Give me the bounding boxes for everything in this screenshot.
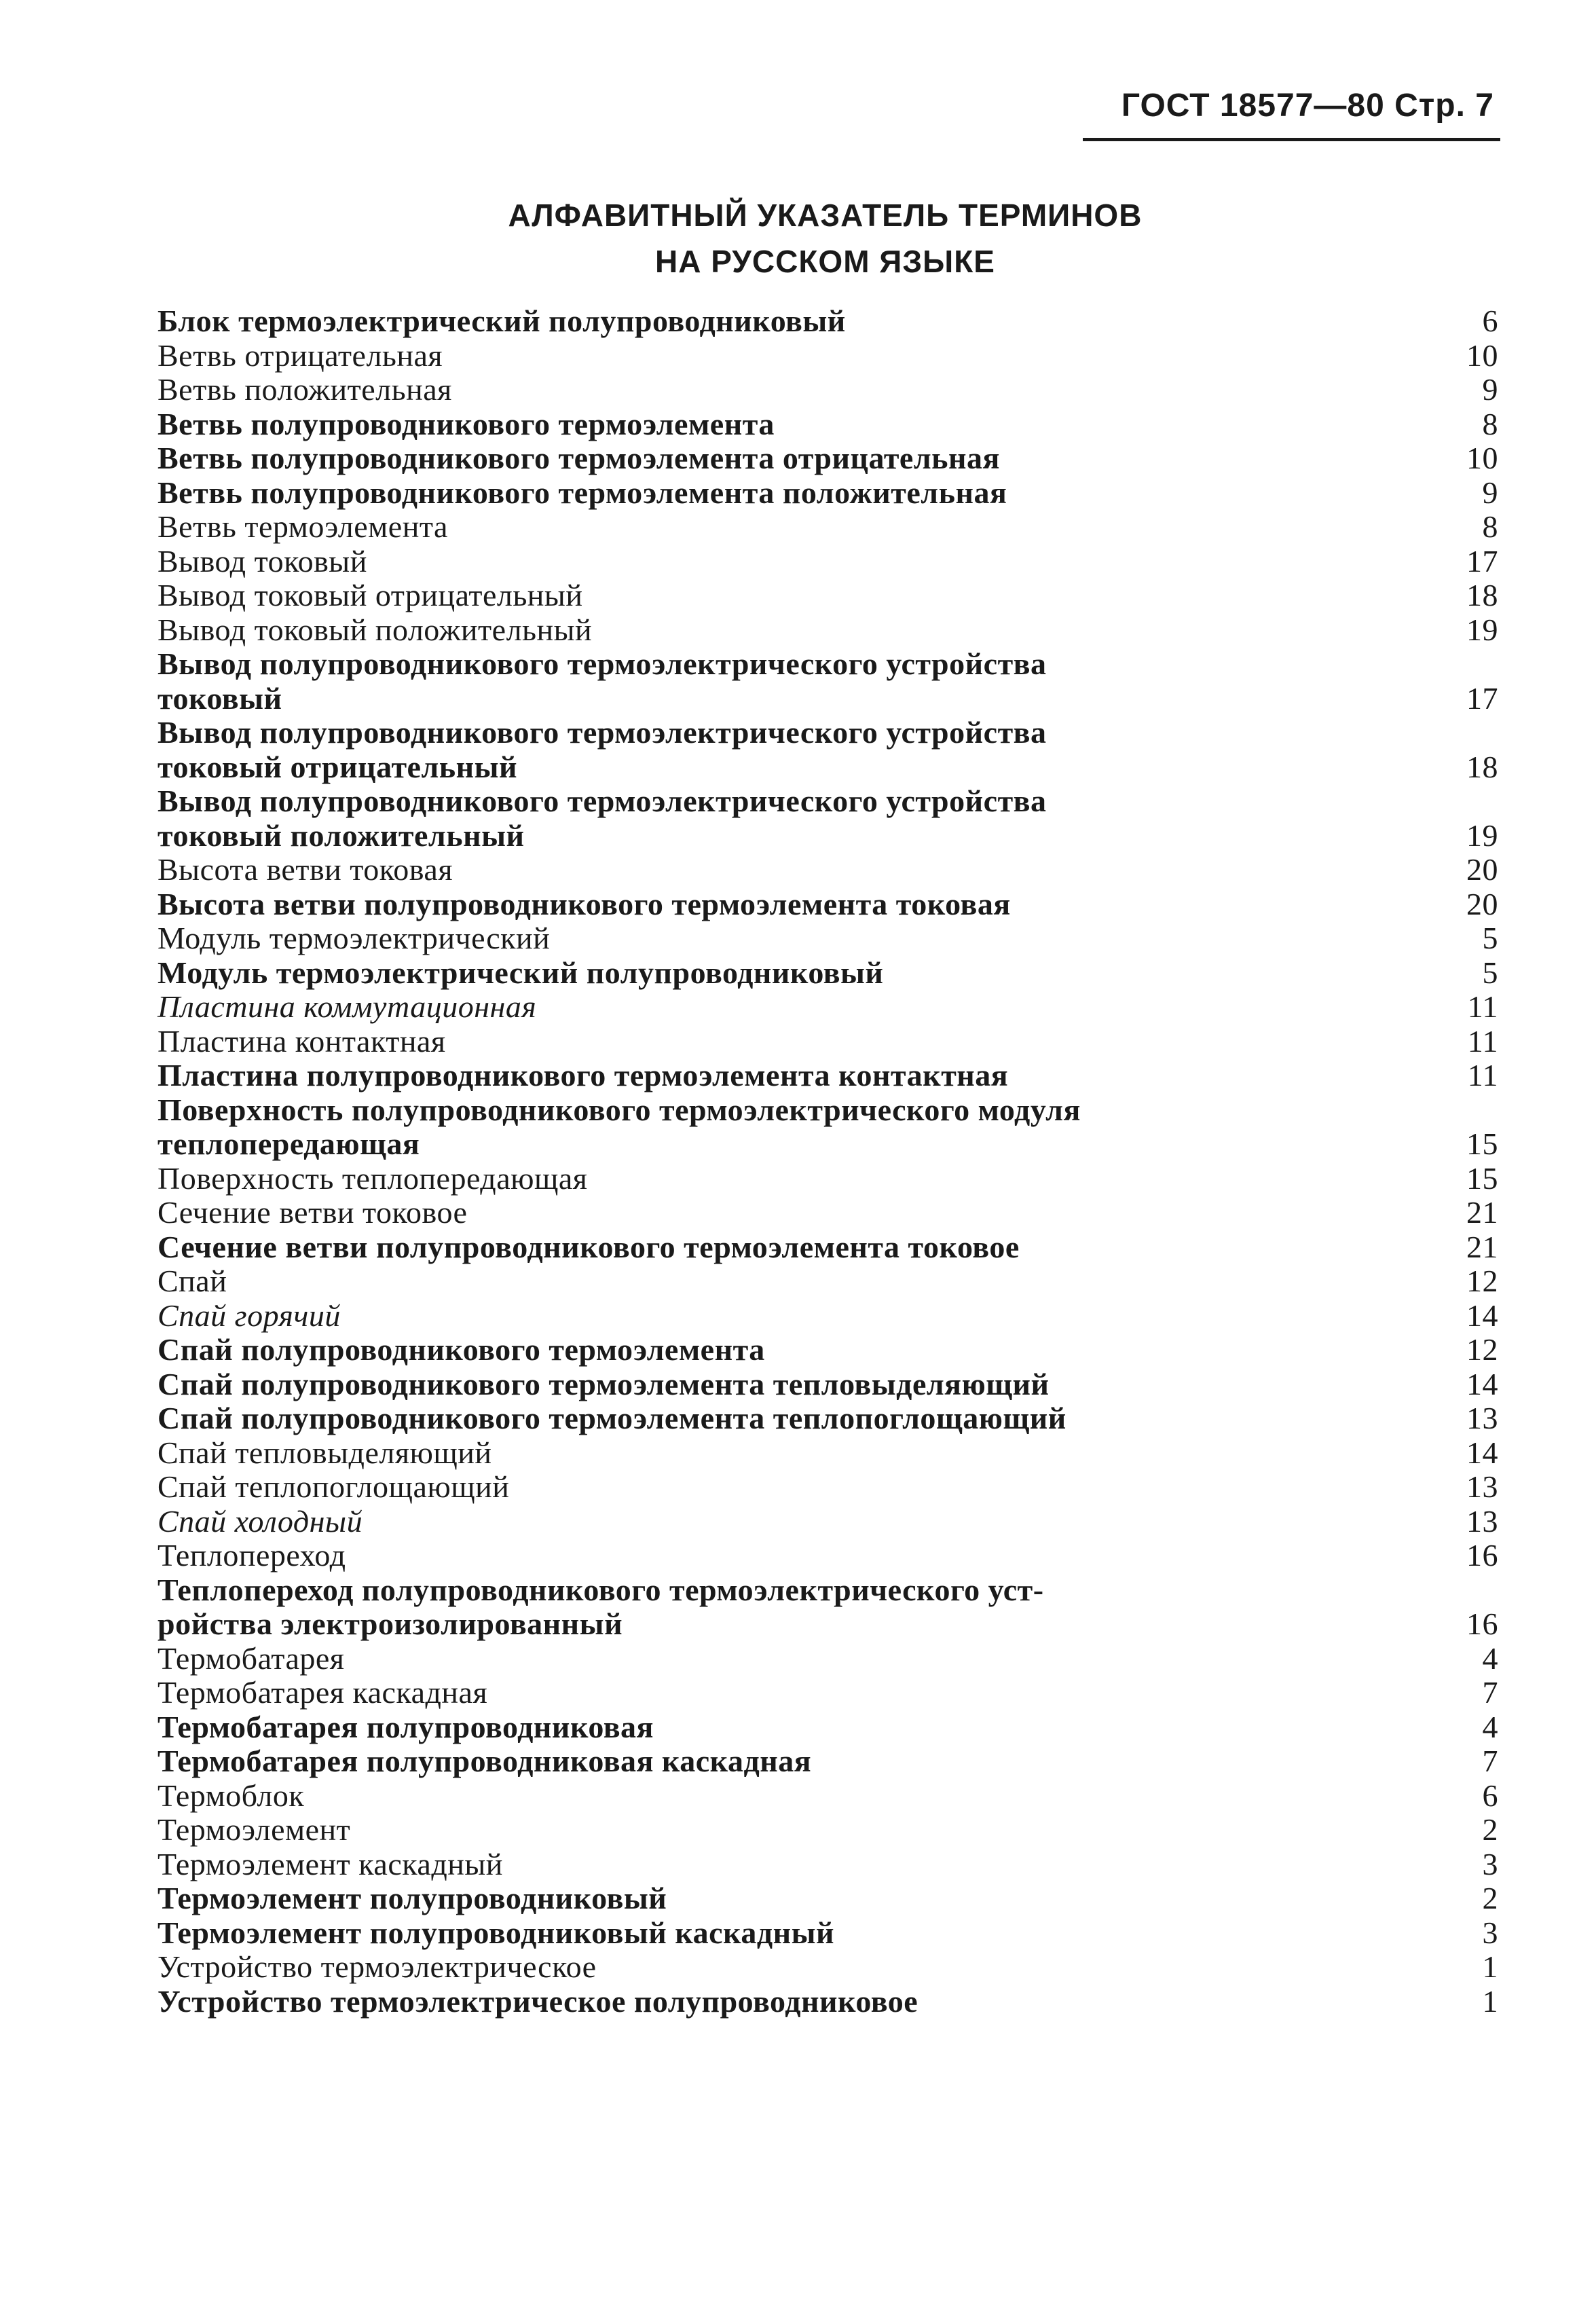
index-term: Спай полупроводникового термоэлемента теплопоглощающий <box>157 1401 1066 1435</box>
index-term-number: 5 <box>1482 921 1498 955</box>
index-entry <box>157 887 1498 922</box>
index-term-number: 12 <box>1466 1332 1498 1367</box>
index-term: Ветвь отрицательная <box>157 337 443 373</box>
index-term: Высота ветви токовая <box>157 852 453 887</box>
index-title-line-1: АЛФАВИТНЫЙ УКАЗАТЕЛЬ ТЕРМИНОВ <box>508 198 1143 233</box>
index-term: Устройство термоэлектрическое <box>157 1949 597 1984</box>
index-term-number: 11 <box>1467 1023 1498 1059</box>
index-entry <box>157 407 1498 442</box>
index-entry <box>157 647 1498 716</box>
index-term: Ветвь термоэлемента <box>157 509 448 544</box>
index-entry <box>157 339 1498 373</box>
index-term-number: 5 <box>1482 955 1498 990</box>
index-term: токовый <box>157 680 282 716</box>
index-entry <box>157 1333 1498 1367</box>
index-entry <box>157 578 1498 613</box>
index-term-number: 6 <box>1482 1778 1498 1813</box>
index-entry <box>157 1642 1498 1676</box>
index-term: Ветвь полупроводникового термоэлемента положительная <box>157 475 1007 510</box>
index-term-number: 11 <box>1467 989 1498 1024</box>
page-header: ГОСТ 18577—80 Стр. 7 <box>1121 88 1494 124</box>
index-term: Термоэлемент <box>157 1812 351 1847</box>
index-term-number: 19 <box>1466 612 1498 647</box>
index-entry <box>157 1950 1498 1985</box>
index-term: Сечение ветви полупроводникового термоэлемента токовое <box>157 1229 1020 1264</box>
index-entry <box>157 1676 1498 1710</box>
index-term-number: 18 <box>1466 578 1498 612</box>
index-term-number: 8 <box>1482 406 1498 441</box>
index-entry <box>157 1093 1498 1162</box>
index-term-number: 20 <box>1466 886 1498 921</box>
index-entry <box>157 1264 1498 1299</box>
index-term: Термобатарея полупроводниковая <box>157 1709 654 1744</box>
index-entry <box>157 613 1498 648</box>
index-term-number: 13 <box>1466 1503 1498 1539</box>
index-entry <box>157 1847 1498 1882</box>
index-term: Спай теплопоглощающий <box>157 1469 510 1504</box>
index-term-number: 15 <box>1466 1126 1498 1161</box>
index-entry <box>157 1367 1498 1402</box>
index-term-number: 21 <box>1466 1195 1498 1230</box>
index-term: Пластина полупроводникового термоэлемента контактная <box>157 1058 1009 1092</box>
index-term-number: 6 <box>1482 304 1498 338</box>
header-rule <box>1083 138 1500 141</box>
index-entry <box>157 1162 1498 1196</box>
index-entry <box>157 1573 1498 1642</box>
index-term-number: 3 <box>1482 1915 1498 1950</box>
index-term: Ветвь полупроводникового термоэлемента отрицательная <box>157 441 1000 475</box>
index-entry <box>157 1710 1498 1745</box>
index-term: Вывод токовый <box>157 543 367 578</box>
index-entry <box>157 853 1498 887</box>
index-term-number: 7 <box>1482 1744 1498 1778</box>
index-entry <box>157 510 1498 545</box>
index-term: ройства электроизолированный <box>157 1606 623 1641</box>
index-term: Термобатарея <box>157 1640 345 1676</box>
index-term-number: 1 <box>1482 1949 1498 1984</box>
index-entry <box>157 990 1498 1025</box>
index-term: Вывод токовый отрицательный <box>157 578 583 612</box>
index-term: Вывод токовый положительный <box>157 612 593 647</box>
index-term: Термоэлемент каскадный <box>157 1846 503 1881</box>
index-term-number: 13 <box>1466 1469 1498 1504</box>
index-term: Теплопереход полупроводникового термоэлектрического уст- <box>157 1572 1044 1607</box>
index-term: Поверхность полупроводникового термоэлектрического модуля <box>157 1092 1081 1127</box>
index-term: Пластина контактная <box>157 1023 446 1059</box>
index-term: Сечение ветви токовое <box>157 1195 468 1230</box>
index-term-number: 4 <box>1482 1709 1498 1744</box>
index-term-number: 17 <box>1466 680 1498 716</box>
index-term-number: 17 <box>1466 543 1498 578</box>
index-entry <box>157 1985 1498 2019</box>
index-term-number: 20 <box>1466 852 1498 887</box>
index-entry <box>157 1539 1498 1573</box>
index-term: Спай холодный <box>157 1503 363 1539</box>
index-term-number: 16 <box>1466 1538 1498 1572</box>
index-term: Модуль термоэлектрический полупроводниковый <box>157 955 884 990</box>
index-entry <box>157 716 1498 784</box>
index-term-number: 10 <box>1466 441 1498 475</box>
index-term: Устройство термоэлектрическое полупроводниковое <box>157 1983 918 2019</box>
index-term: Ветвь положительная <box>157 372 452 407</box>
index-term-number: 14 <box>1466 1298 1498 1333</box>
index-entry <box>157 545 1498 579</box>
index-entry <box>157 476 1498 511</box>
index-term-number: 9 <box>1482 372 1498 407</box>
index-entry <box>157 1230 1498 1265</box>
index-entry <box>157 921 1498 956</box>
index-term: Спай <box>157 1264 227 1298</box>
index-term: Вывод полупроводникового термоэлектрического устройства <box>157 646 1047 681</box>
index-term: теплопередающая <box>157 1126 420 1161</box>
index-entry <box>157 1025 1498 1059</box>
index-term: Вывод полупроводникового термоэлектрического устройства <box>157 715 1047 750</box>
index-entry <box>157 1470 1498 1505</box>
index-term-number: 9 <box>1482 475 1498 510</box>
index-term-number: 14 <box>1466 1366 1498 1401</box>
index-term: Спай тепловыделяющий <box>157 1435 492 1470</box>
index-term: Термоэлемент полупроводниковый <box>157 1881 667 1915</box>
index-term: Спай полупроводникового термоэлемента <box>157 1332 765 1367</box>
index-term-number: 19 <box>1466 817 1498 853</box>
index-term-number: 7 <box>1482 1675 1498 1710</box>
index-entry <box>157 1196 1498 1230</box>
index-term-number: 18 <box>1466 749 1498 784</box>
index-term: Спай горячий <box>157 1298 341 1333</box>
index-term: Термоэлемент полупроводниковый каскадный <box>157 1915 835 1950</box>
index-title-line-2: НА РУССКОМ ЯЗЫКЕ <box>655 244 995 279</box>
index-term: Термобатарея полупроводниковая каскадная <box>157 1744 812 1778</box>
index-term-number: 21 <box>1466 1229 1498 1264</box>
index-term: Высота ветви полупроводникового термоэлемента токовая <box>157 886 1011 921</box>
index-term: Термоблок <box>157 1778 305 1813</box>
index-entry <box>157 1813 1498 1847</box>
index-entry <box>157 304 1498 339</box>
index-term: Поверхность теплопередающая <box>157 1160 588 1196</box>
index-entry <box>157 1505 1498 1539</box>
index-term-number: 15 <box>1466 1160 1498 1196</box>
index-entry <box>157 1744 1498 1779</box>
index-entry <box>157 956 1498 991</box>
index-term-number: 13 <box>1466 1401 1498 1435</box>
term-index-list <box>157 304 1498 2019</box>
index-term-number: 1 <box>1482 1983 1498 2019</box>
index-entry <box>157 784 1498 853</box>
index-entry <box>157 373 1498 407</box>
index-entry <box>157 1299 1498 1334</box>
index-term-number: 11 <box>1467 1058 1498 1092</box>
index-term: Пластина коммутационная <box>157 989 537 1024</box>
index-term: токовый отрицательный <box>157 749 518 784</box>
index-entry <box>157 441 1498 476</box>
index-term: токовый положительный <box>157 817 525 853</box>
index-entry <box>157 1916 1498 1951</box>
index-term-number: 16 <box>1466 1606 1498 1641</box>
index-entry <box>157 1881 1498 1916</box>
index-term: Блок термоэлектрический полупроводниковый <box>157 304 846 338</box>
index-entry <box>157 1401 1498 1436</box>
index-term-number: 3 <box>1482 1846 1498 1881</box>
index-term: Модуль термоэлектрический <box>157 921 551 955</box>
index-term: Термобатарея каскадная <box>157 1675 488 1710</box>
index-term: Ветвь полупроводникового термоэлемента <box>157 406 775 441</box>
index-term: Спай полупроводникового термоэлемента тепловыделяющий <box>157 1366 1050 1401</box>
index-term-number: 8 <box>1482 509 1498 544</box>
index-entry <box>157 1779 1498 1814</box>
index-term-number: 12 <box>1466 1264 1498 1298</box>
index-term: Теплопереход <box>157 1538 346 1572</box>
index-term-number: 14 <box>1466 1435 1498 1470</box>
index-term-number: 2 <box>1482 1812 1498 1847</box>
index-term-number: 2 <box>1482 1881 1498 1915</box>
index-term: Вывод полупроводникового термоэлектрического устройства <box>157 784 1047 818</box>
index-term-number: 10 <box>1466 337 1498 373</box>
index-entry <box>157 1059 1498 1093</box>
index-entry <box>157 1436 1498 1471</box>
index-term-number: 4 <box>1482 1640 1498 1676</box>
